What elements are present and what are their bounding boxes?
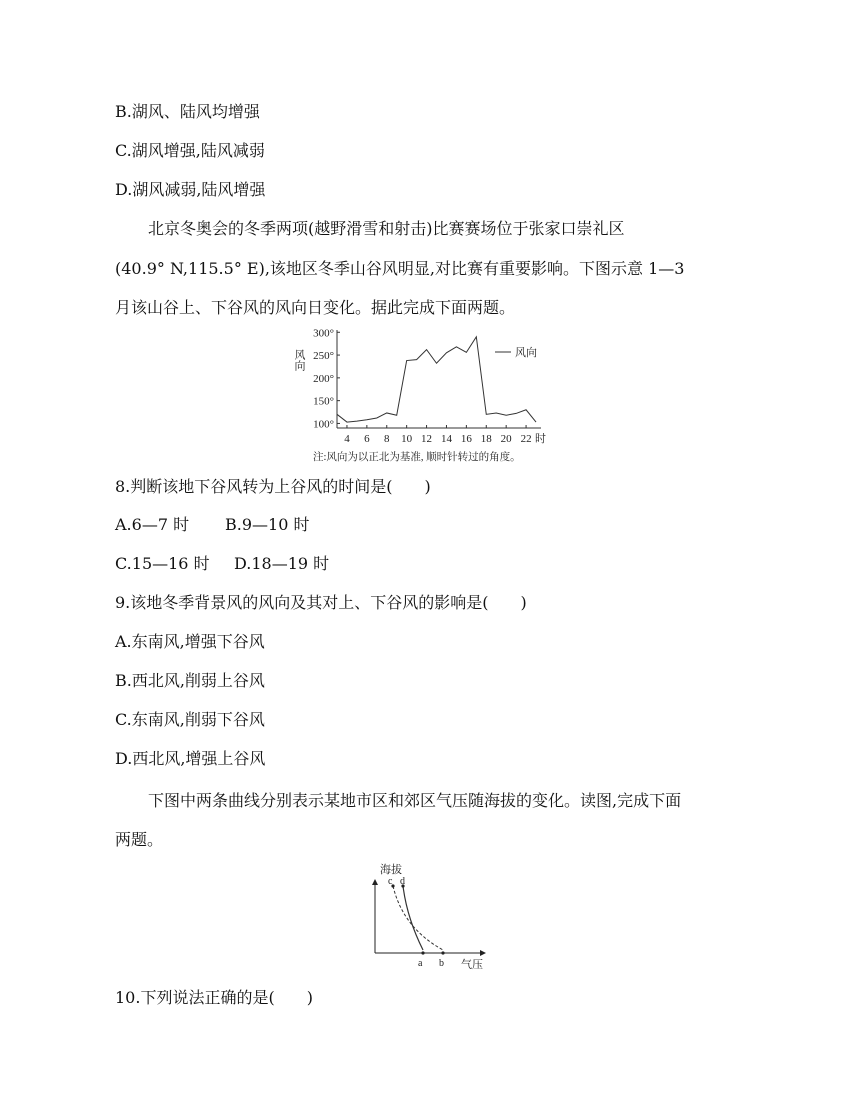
- q8-option-d: D.18—19 时: [234, 554, 330, 573]
- series-line-wind-direction: [337, 337, 536, 422]
- x-tick-label: 4: [344, 433, 350, 445]
- q8-option-b: B.9—10 时: [225, 515, 310, 534]
- option-b-prev: B.湖风、陆风均增强: [115, 102, 260, 121]
- intro1-line2: (40.9° N,115.5° E),该地区冬季山谷风明显,对比赛有重要影响。下图示意 1—3: [115, 259, 685, 278]
- q9-option-a: A.东南风,增强下谷风: [115, 632, 265, 651]
- q8-option-c: C.15—16 时: [115, 554, 210, 573]
- x-tick-label: 8: [384, 433, 390, 445]
- y-tick-label: 150°: [313, 395, 334, 408]
- q9-option-d: D.西北风,增强上谷风: [115, 749, 266, 768]
- x-tick-label: 10: [401, 433, 413, 445]
- y-tick-label: 300°: [313, 327, 334, 340]
- curve-solid: [403, 886, 423, 950]
- y-tick-label: 100°: [313, 418, 334, 431]
- intro2-line2: 两题。: [115, 830, 164, 849]
- option-c-prev: C.湖风增强,陆风减弱: [115, 141, 265, 160]
- intro2-line1: 下图中两条曲线分别表示某地市区和郊区气压随海拔的变化。读图,完成下面: [148, 791, 682, 810]
- q9-option-c: C.东南风,削弱下谷风: [115, 710, 265, 729]
- q9-stem: 9.该地冬季背景风的风向及其对上、下谷风的影响是( ): [115, 593, 527, 612]
- y-tick-label: 250°: [313, 350, 334, 363]
- point-a: [421, 951, 424, 954]
- x-tick-label: 16: [460, 433, 472, 445]
- x-tick-label: 20: [500, 433, 512, 445]
- chart-note: 注:风向为以正北为基准, 顺时针转过的角度。: [313, 452, 521, 463]
- x-tick-label: 18: [480, 433, 492, 445]
- q8-option-a: A.6—7 时: [115, 515, 190, 534]
- x-tick-label: 6: [364, 433, 370, 445]
- q8-stem: 8.判断该地下谷风转为上谷风的时间是( ): [115, 477, 431, 496]
- chart-x-unit: 时: [535, 433, 546, 445]
- diagram-y-label: 海拔: [380, 864, 402, 876]
- label-c: c: [388, 876, 393, 887]
- q10-stem: 10.下列说法正确的是( ): [115, 988, 313, 1007]
- legend-label: 风向: [515, 347, 537, 359]
- label-b: b: [439, 958, 444, 969]
- pressure-altitude-diagram: [365, 858, 495, 973]
- q9-option-b: B.西北风,削弱上谷风: [115, 671, 265, 690]
- chart-y-label: 风向: [293, 349, 305, 371]
- option-d-prev: D.湖风减弱,陆风增强: [115, 180, 266, 199]
- y-tick-label: 200°: [313, 372, 334, 385]
- x-tick-label: 14: [440, 433, 452, 445]
- wind-direction-chart: [285, 322, 585, 468]
- diagram-x-label: 气压: [461, 959, 483, 971]
- intro1-line3: 月该山谷上、下谷风的风向日变化。据此完成下面两题。: [115, 298, 516, 317]
- intro1-line1: 北京冬奥会的冬季两项(越野滑雪和射击)比赛赛场位于张家口崇礼区: [148, 219, 625, 238]
- x-tick-label: 22: [520, 433, 532, 445]
- point-b: [441, 951, 444, 954]
- label-a: a: [418, 958, 423, 969]
- x-tick-label: 12: [421, 433, 433, 445]
- label-d: d: [400, 876, 405, 887]
